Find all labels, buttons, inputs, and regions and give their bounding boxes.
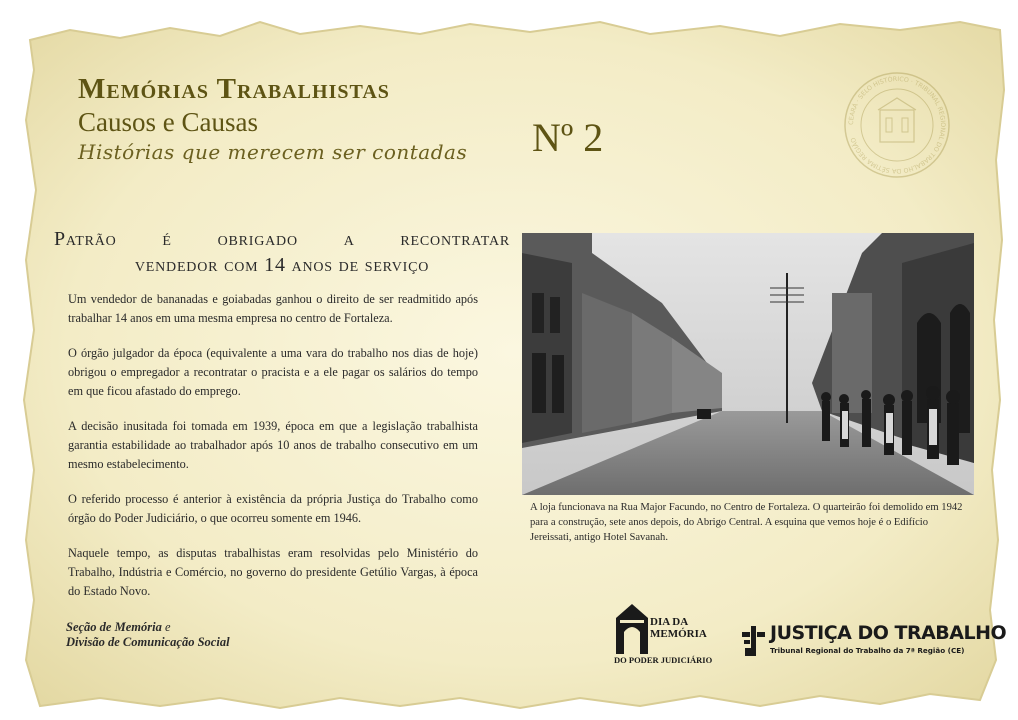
headline-line-2: vendedor com 14 anos de serviço (134, 254, 430, 276)
paragraph: O órgão julgador da época (equivalente a uma vara do trabalho nos dias de hoje) obrigou o empregador a recontratar o pracista e a ele pagar os salários do tempo em que ficou afastado do emprego. (68, 346, 478, 398)
justica-do-trabalho-logo (742, 622, 1007, 662)
justica-do-trabalho-name: JUSTIÇA DO TRABALHO (770, 622, 1007, 644)
justica-do-trabalho-icon (742, 624, 766, 658)
dia-da-memoria-subtitle: DO PODER JUDICIÁRIO (614, 655, 713, 665)
building-icon (614, 602, 650, 654)
masthead (78, 72, 467, 166)
article-body (68, 290, 478, 617)
dia-da-memoria-title (650, 616, 707, 640)
issue-number: Nº 2 (532, 115, 604, 160)
headline-line-1: Patrão é obrigado a recontratar (54, 228, 510, 250)
justica-do-trabalho-region: Tribunal Regional do Trabalho da 7ª Região (CE) (770, 646, 965, 655)
credit-section: Seção de Memória (66, 620, 162, 634)
historic-street-photo (522, 233, 974, 495)
credit-block (66, 620, 230, 650)
credit-conjunction: e (164, 620, 171, 634)
credit-division: Divisão de Comunicação Social (66, 635, 230, 649)
paragraph: O referido processo é anterior à existência da própria Justiça do Trabalho como órgão do Poder Judiciário, o que ocorreu somente em 1946. (68, 492, 478, 525)
paragraph: A decisão inusitada foi tomada em 1939, época em que a legislação trabalhista garantia estabilidade ao trabalhador após 10 anos de trabalho consecutivo em um mesmo estabelecimento. (68, 419, 478, 471)
dia-line: DIA DA (650, 616, 689, 628)
publication-subtitle: Causos e Causas (78, 107, 258, 137)
paragraph: Um vendedor de bananadas e goiabadas ganhou o direito de ser readmitido após trabalhar 14 anos em uma mesma empresa no centro de Fortaleza. (68, 292, 478, 325)
dia-line: MEMÓRIA (650, 628, 707, 640)
article-headline (54, 226, 510, 278)
publication-title: Memórias Trabalhistas (78, 73, 390, 105)
historical-seal-icon (842, 70, 952, 180)
publication-tagline: Histórias que merecem ser contadas (78, 140, 468, 164)
paragraph: Naquele tempo, as disputas trabalhistas eram resolvidas pelo Ministério do Trabalho, Indústria e Comércio, no governo do presidente Getúlio Vargas, à época do Estado Novo. (68, 546, 478, 598)
photo-caption: A loja funcionava na Rua Major Facundo, no Centro de Fortaleza. O quarteirão foi demolido em 1942 para a construção, sete anos depois, do Abrigo Central. A esquina que vemos hoje é o Edifício Jereissati, antigo Hotel Savanah. (530, 502, 963, 543)
dia-da-memoria-logo (612, 602, 712, 672)
seal-text: CEARÁ · SELO HISTÓRICO · TRIBUNAL REGIONAL DO TRABALHO DA SÉTIMA REGIÃO (847, 75, 947, 175)
